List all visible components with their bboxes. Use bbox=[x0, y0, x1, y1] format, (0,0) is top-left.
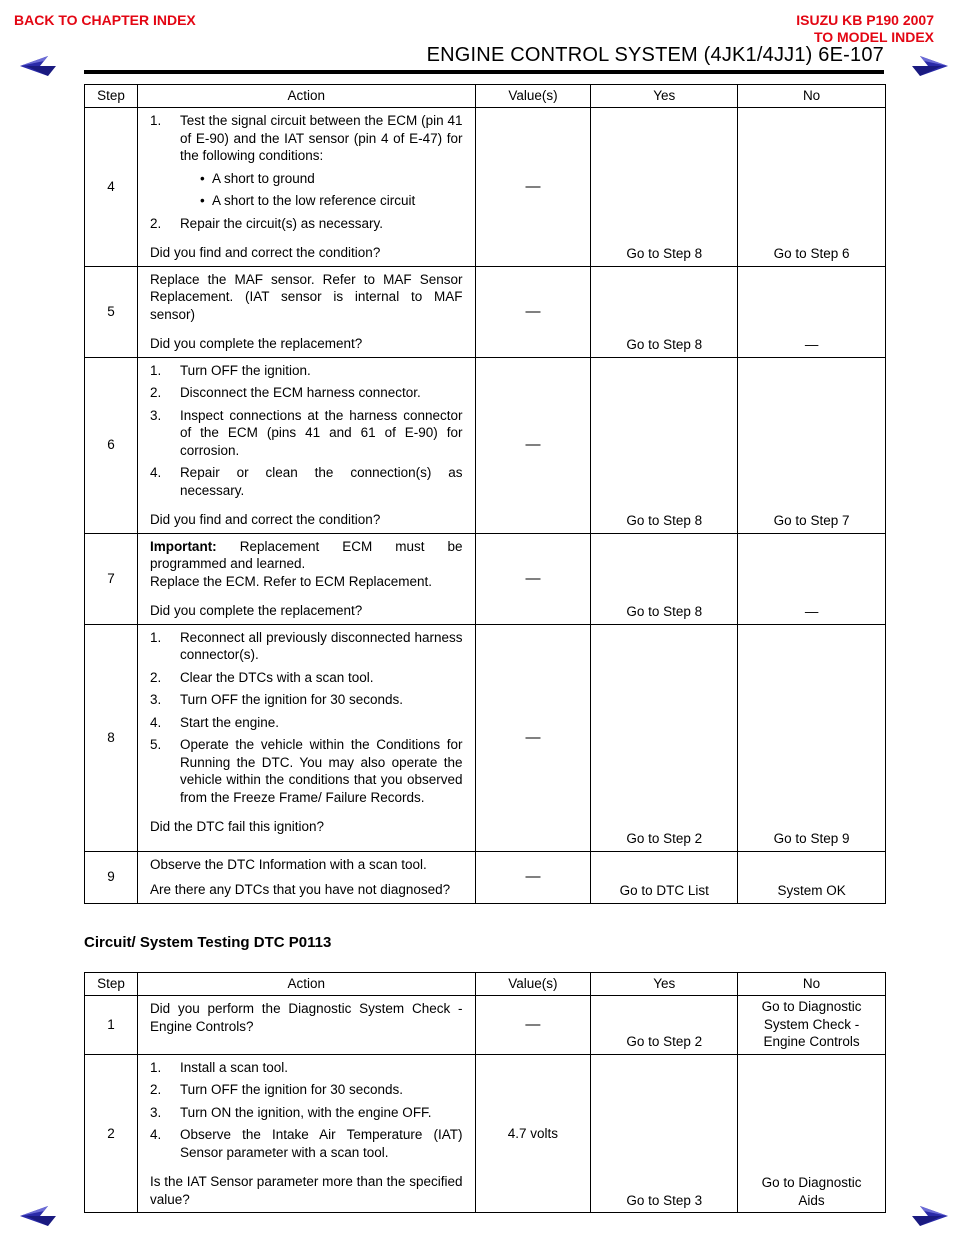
important-note bbox=[150, 538, 463, 591]
list-item: 3. Turn ON the ignition, with the engine OFF. bbox=[149, 1104, 432, 1120]
list-item-text: Test the signal circuit between the ECM (pin 41 of E-90) and the IAT sensor (pin 4 of E-47) for the following conditions: bbox=[179, 113, 463, 163]
no-line: Aids bbox=[798, 1192, 825, 1208]
list-item-text: Repair the circuit(s) as necessary. bbox=[179, 215, 384, 231]
yes-cell: Go to Step 8 bbox=[591, 533, 738, 624]
table-row bbox=[85, 996, 886, 1055]
model-nav bbox=[796, 12, 934, 46]
back-to-chapter-index-link[interactable]: BACK TO CHAPTER INDEX bbox=[14, 12, 196, 28]
yes-cell: Go to DTC List bbox=[591, 851, 738, 903]
dtc-p0113-table bbox=[84, 972, 886, 1213]
list-item-text: Turn OFF the ignition. bbox=[179, 362, 311, 378]
list-item: 3. Inspect connections at the harness connector of the ECM (pins 41 and 61 of E-90) for corrosion. bbox=[149, 407, 463, 458]
header-rule bbox=[84, 70, 884, 74]
no-line: Go to Diagnostic bbox=[761, 999, 862, 1014]
list-item: 1. Turn OFF the ignition. bbox=[149, 362, 311, 378]
next-page-arrow-icon[interactable] bbox=[906, 54, 950, 78]
action-cell bbox=[137, 357, 475, 533]
list-item: 1. Test the signal circuit between the ECM (pin 41 of E-90) and the IAT sensor (pin 4 of E-47) for the following conditions: bbox=[149, 113, 463, 163]
table-row bbox=[85, 533, 886, 624]
no-cell: Go to Step 9 bbox=[738, 624, 886, 851]
table-header-row bbox=[85, 85, 886, 108]
yes-cell: Go to Step 3 bbox=[591, 1054, 738, 1213]
col-header-action: Action bbox=[137, 973, 475, 996]
col-header-yes: Yes bbox=[591, 85, 738, 108]
next-page-arrow-bottom-icon[interactable] bbox=[906, 1204, 950, 1228]
important-label: Important: bbox=[149, 538, 217, 554]
step-number: 9 bbox=[85, 851, 138, 903]
col-header-values: Value(s) bbox=[475, 85, 591, 108]
col-header-action: Action bbox=[137, 85, 475, 108]
list-item-text: Turn OFF the ignition for 30 seconds. bbox=[179, 1082, 404, 1097]
no-cell: System OK bbox=[738, 851, 886, 903]
bullet-item: • A short to ground bbox=[199, 170, 315, 186]
question-text: Did the DTC fail this ignition? bbox=[149, 819, 325, 834]
value-cell: — bbox=[475, 108, 591, 267]
no-line: Engine Controls bbox=[763, 1034, 860, 1049]
question-text: Did you find and correct the condition? bbox=[149, 245, 381, 260]
action-text: Did you perform the Diagnostic System Check - Engine Controls? bbox=[149, 1001, 463, 1034]
value-cell: — bbox=[475, 266, 591, 357]
value-cell: — bbox=[475, 851, 591, 903]
value-cell: 4.7 volts bbox=[475, 1054, 591, 1213]
list-item-text: Reconnect all previously disconnected harness connector(s). bbox=[179, 629, 463, 662]
list-item: 4. Observe the Intake Air Temperature (IAT) Sensor parameter with a scan tool. bbox=[149, 1127, 463, 1160]
value-cell: — bbox=[475, 533, 591, 624]
list-item: 1. Reconnect all previously disconnected harness connector(s). bbox=[149, 629, 463, 662]
col-header-values: Value(s) bbox=[475, 973, 591, 996]
table-row bbox=[85, 1054, 886, 1213]
section-heading: Circuit/ System Testing DTC P0113 bbox=[84, 934, 332, 951]
yes-cell: Go to Step 2 bbox=[591, 624, 738, 851]
list-item-text: Inspect connections at the harness connector of the ECM (pins 41 and 61 of E-90) for corrosion. bbox=[179, 407, 463, 458]
action-cell bbox=[137, 996, 475, 1055]
table-header-row bbox=[85, 973, 886, 996]
list-item: 2. Repair the circuit(s) as necessary. bbox=[149, 215, 384, 231]
yes-cell: Go to Step 8 bbox=[591, 357, 738, 533]
question-text: Did you find and correct the condition? bbox=[149, 512, 381, 527]
step-number: 6 bbox=[85, 357, 138, 533]
step-number: 2 bbox=[85, 1054, 138, 1213]
yes-cell: Go to Step 8 bbox=[591, 108, 738, 267]
list-item: 5. Operate the vehicle within the Conditions for Running the DTC. You may also operate the vehicle within the conditions that you observed from the Freeze Frame/ Failure Records. bbox=[149, 737, 463, 805]
to-model-index-link[interactable]: TO MODEL INDEX bbox=[813, 29, 934, 45]
value-cell: — bbox=[475, 996, 591, 1055]
list-item-text: Start the engine. bbox=[179, 714, 280, 730]
bullet-text: A short to ground bbox=[211, 170, 315, 186]
table-row bbox=[85, 108, 886, 267]
action-cell bbox=[137, 266, 475, 357]
col-header-step: Step bbox=[85, 973, 138, 996]
prev-page-arrow-bottom-icon[interactable] bbox=[18, 1204, 62, 1228]
step-number: 7 bbox=[85, 533, 138, 624]
action-cell bbox=[137, 851, 475, 903]
list-item: 2. Clear the DTCs with a scan tool. bbox=[149, 669, 374, 685]
table-row bbox=[85, 266, 886, 357]
list-item-text: Clear the DTCs with a scan tool. bbox=[179, 669, 374, 685]
list-item-text: Turn OFF the ignition for 30 seconds. bbox=[179, 692, 404, 707]
question-text: Did you complete the replacement? bbox=[149, 603, 363, 618]
bullet-item: • A short to the low reference circuit bbox=[199, 193, 416, 208]
step-number: 1 bbox=[85, 996, 138, 1055]
no-line: Go to Diagnostic bbox=[761, 1175, 862, 1190]
col-header-yes: Yes bbox=[591, 973, 738, 996]
important-text: Replacement ECM must be programmed and learned. bbox=[149, 538, 463, 571]
list-item: 2. Turn OFF the ignition for 30 seconds. bbox=[149, 1082, 404, 1097]
list-item: 3. Turn OFF the ignition for 30 seconds. bbox=[149, 692, 404, 707]
action-cell bbox=[137, 533, 475, 624]
yes-cell: Go to Step 8 bbox=[591, 266, 738, 357]
no-cell bbox=[738, 996, 886, 1055]
prev-page-arrow-icon[interactable] bbox=[18, 54, 62, 78]
table-row bbox=[85, 357, 886, 533]
no-line: System Check - bbox=[763, 1016, 860, 1032]
page-header-title: ENGINE CONTROL SYSTEM (4JK1/4JJ1) 6E-107 bbox=[426, 44, 884, 66]
action-cell bbox=[137, 624, 475, 851]
model-title: ISUZU KB P190 2007 bbox=[796, 12, 934, 28]
yes-cell: Go to Step 2 bbox=[591, 996, 738, 1055]
table-row bbox=[85, 624, 886, 851]
action-text: Replace the ECM. Refer to ECM Replacement. bbox=[149, 573, 433, 589]
list-item-text: Repair or clean the connection(s) as necessary. bbox=[179, 465, 463, 498]
diagnostic-table-continued bbox=[84, 84, 886, 904]
list-item: 4. Repair or clean the connection(s) as necessary. bbox=[149, 465, 463, 498]
list-item-text: Install a scan tool. bbox=[179, 1059, 288, 1075]
bullet-text: A short to the low reference circuit bbox=[211, 193, 416, 208]
list-item-text: Observe the Intake Air Temperature (IAT) Sensor parameter with a scan tool. bbox=[179, 1127, 463, 1160]
action-text: Observe the DTC Information with a scan tool. bbox=[149, 856, 427, 872]
question-text: Did you complete the replacement? bbox=[149, 336, 363, 351]
action-text: Replace the MAF sensor. Refer to MAF Sensor Replacement. (IAT sensor is internal to MAF sensor) bbox=[149, 271, 463, 322]
value-cell: — bbox=[475, 624, 591, 851]
action-cell bbox=[137, 1054, 475, 1213]
list-item-text: Disconnect the ECM harness connector. bbox=[179, 385, 421, 400]
action-cell bbox=[137, 108, 475, 267]
list-item: 1. Install a scan tool. bbox=[149, 1059, 288, 1075]
step-number: 5 bbox=[85, 266, 138, 357]
col-header-no: No bbox=[738, 973, 886, 996]
col-header-no: No bbox=[738, 85, 886, 108]
table-row bbox=[85, 851, 886, 903]
step-number: 8 bbox=[85, 624, 138, 851]
no-cell: Go to Step 7 bbox=[738, 357, 886, 533]
no-cell bbox=[738, 1054, 886, 1213]
no-cell: — bbox=[738, 533, 886, 624]
no-cell: Go to Step 6 bbox=[738, 108, 886, 267]
list-item-text: Turn ON the ignition, with the engine OFF. bbox=[179, 1104, 432, 1120]
value-cell: — bbox=[475, 357, 591, 533]
no-cell: — bbox=[738, 266, 886, 357]
list-item-text: Operate the vehicle within the Conditions for Running the DTC. You may also operate the vehicle within the conditions that you observed from the Freeze Frame/ Failure Records. bbox=[179, 737, 463, 805]
step-number: 4 bbox=[85, 108, 138, 267]
list-item: 2. Disconnect the ECM harness connector. bbox=[149, 385, 421, 400]
col-header-step: Step bbox=[85, 85, 138, 108]
list-item: 4. Start the engine. bbox=[149, 714, 280, 730]
question-text: Is the IAT Sensor parameter more than the specified value? bbox=[149, 1174, 463, 1207]
question-text: Are there any DTCs that you have not diagnosed? bbox=[149, 882, 451, 897]
